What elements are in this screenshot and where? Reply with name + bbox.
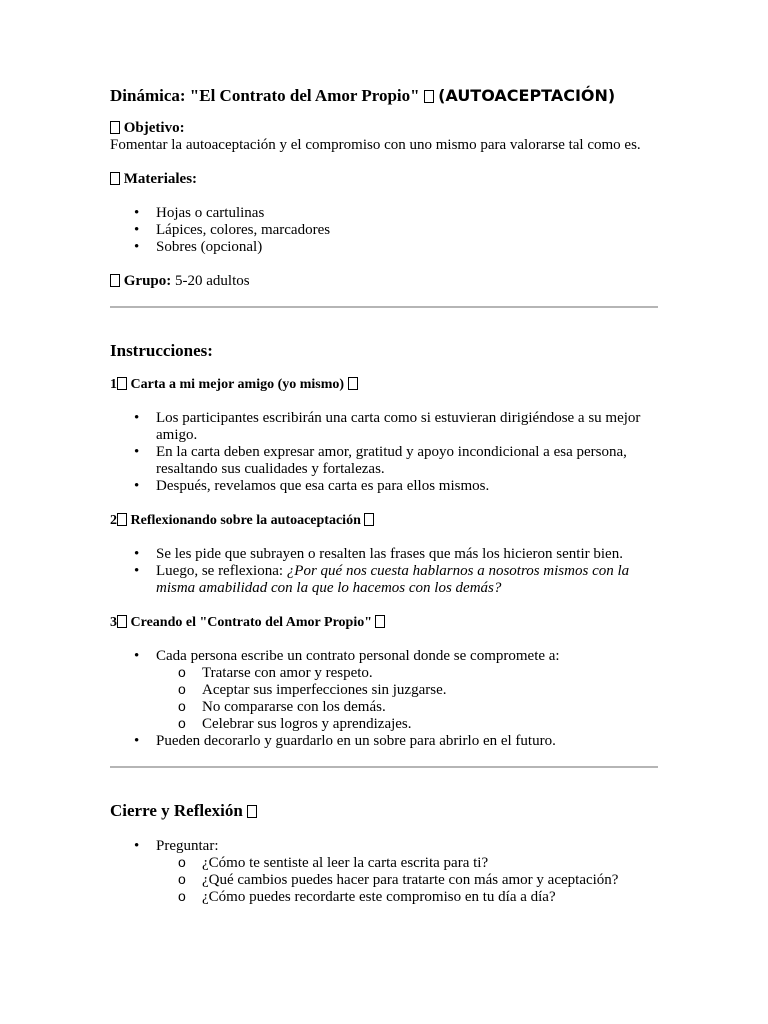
cierre-heading bbox=[110, 801, 670, 821]
contract-intro: Cada persona escribe un contrato personal donde se compromete a: bbox=[156, 648, 560, 664]
step-number: 3 bbox=[110, 615, 117, 630]
sub-list-item: o ¿Qué cambios puedes hacer para tratarte con más amor y aceptación? bbox=[202, 872, 670, 889]
list-item: • Hojas o cartulinas bbox=[156, 205, 670, 222]
missing-glyph-icon bbox=[375, 615, 385, 628]
objetivo-text: Fomentar la autoaceptación y el compromiso con uno mismo para valorarse tal como es. bbox=[110, 137, 641, 153]
step-number: 2 bbox=[110, 513, 117, 528]
reflection-question: ¿Por qué nos cuesta hablarnos a nosotros mismos con la misma amabilidad con la que lo hacemos con los demás? bbox=[156, 563, 630, 596]
sub-list-item: o Tratarse con amor y respeto. bbox=[202, 665, 670, 682]
missing-glyph-icon bbox=[348, 377, 358, 390]
step-3-list bbox=[110, 648, 670, 750]
step-2-list bbox=[110, 546, 670, 597]
missing-glyph-icon bbox=[117, 513, 127, 526]
document-title bbox=[110, 86, 670, 106]
list-item: • Pueden decorarlo y guardarlo en un sobre para abrirlo en el futuro. bbox=[156, 733, 670, 750]
sub-list-item: o ¿Cómo te sentiste al leer la carta escrita para ti? bbox=[202, 855, 670, 872]
list-item bbox=[156, 838, 670, 906]
cierre-heading-text: Cierre y Reflexión bbox=[110, 801, 243, 820]
step-2-title bbox=[110, 512, 670, 529]
title-main: Dinámica: "El Contrato del Amor Propio" bbox=[110, 86, 420, 105]
cierre-list bbox=[110, 838, 670, 906]
grupo-line bbox=[110, 273, 670, 290]
step-title-text: Carta a mi mejor amigo (yo mismo) bbox=[130, 377, 345, 392]
list-item: • Lápices, colores, marcadores bbox=[156, 222, 670, 239]
missing-glyph-icon bbox=[110, 274, 120, 287]
list-item: • En la carta deben expresar amor, gratitud y apoyo incondicional a esa persona, resaltando sus cualidades y fortalezas. bbox=[156, 444, 670, 478]
reflection-prefix: Luego, se reflexiona: bbox=[156, 563, 287, 579]
sub-list-item: o ¿Cómo puedes recordarte este compromiso en tu día a día? bbox=[202, 889, 670, 906]
list-item: • Los participantes escribirán una carta como si estuvieran dirigiéndose a su mejor amigo. bbox=[156, 410, 670, 444]
sub-list-item: o Celebrar sus logros y aprendizajes. bbox=[202, 716, 670, 733]
missing-glyph-icon bbox=[117, 377, 127, 390]
missing-glyph-icon bbox=[117, 615, 127, 628]
step-title-text: Creando el "Contrato del Amor Propio" bbox=[130, 615, 372, 630]
divider bbox=[110, 766, 658, 768]
missing-glyph-icon bbox=[110, 121, 120, 134]
cierre-sublist bbox=[156, 855, 670, 906]
contract-sublist bbox=[156, 665, 670, 733]
list-item: • Después, revelamos que esa carta es para ellos mismos. bbox=[156, 478, 670, 495]
document-body bbox=[110, 86, 670, 923]
sub-list-item: o No compararse con los demás. bbox=[202, 699, 670, 716]
step-1-title bbox=[110, 376, 670, 393]
step-title-text: Reflexionando sobre la autoaceptación bbox=[130, 513, 361, 528]
list-item bbox=[156, 563, 670, 597]
materiales-label: Materiales: bbox=[123, 171, 198, 187]
step-1-list bbox=[110, 410, 670, 495]
missing-glyph-icon bbox=[110, 172, 120, 185]
step-number: 1 bbox=[110, 377, 117, 392]
list-item bbox=[156, 648, 670, 733]
materiales-list bbox=[110, 205, 670, 256]
grupo-text: 5-20 adultos bbox=[175, 273, 250, 289]
step-3-title bbox=[110, 614, 670, 631]
missing-glyph-icon bbox=[247, 805, 257, 818]
list-item: • Sobres (opcional) bbox=[156, 239, 670, 256]
objetivo-label: Objetivo: bbox=[123, 120, 185, 136]
divider bbox=[110, 306, 658, 308]
missing-glyph-icon bbox=[364, 513, 374, 526]
objetivo-section bbox=[110, 120, 670, 154]
sub-list-item: o Aceptar sus imperfecciones sin juzgarse. bbox=[202, 682, 670, 699]
missing-glyph-icon bbox=[424, 90, 434, 103]
instrucciones-heading: Instrucciones: bbox=[110, 341, 213, 360]
materiales-section bbox=[110, 171, 670, 256]
grupo-label: Grupo: bbox=[123, 273, 172, 289]
title-caps: (AUTOACEPTACIÓN) bbox=[438, 86, 616, 105]
list-item: • Se les pide que subrayen o resalten las frases que más los hicieron sentir bien. bbox=[156, 546, 670, 563]
cierre-item: Preguntar: bbox=[156, 838, 219, 854]
